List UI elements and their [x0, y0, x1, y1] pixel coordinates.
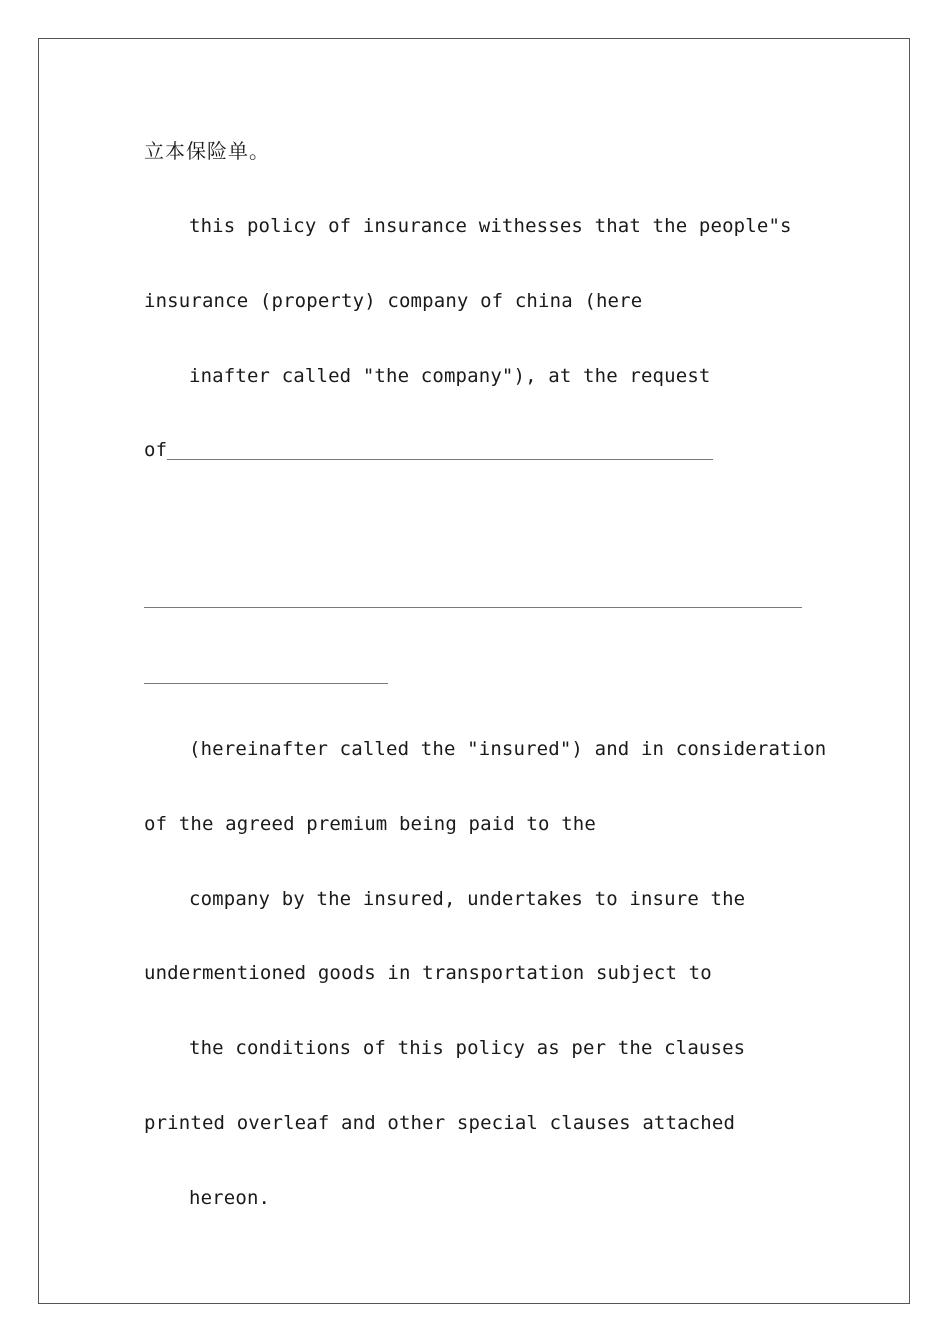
- policy-text-line-7: company by the insured, undertakes to insure the: [189, 888, 746, 910]
- policy-text-line-11: hereon.: [189, 1187, 271, 1209]
- insured-name-blank-line-1: [167, 459, 713, 460]
- policy-text-line-9: the conditions of this policy as per the clauses: [189, 1037, 746, 1059]
- policy-text-line-6: of the agreed premium being paid to the: [144, 813, 596, 835]
- policy-text-line-1: this policy of insurance withesses that the people"s: [189, 215, 792, 237]
- policy-text-line-8: undermentioned goods in transportation subject to: [144, 962, 712, 984]
- policy-text-line-4: of: [144, 439, 168, 461]
- policy-text-line-3: inafter called "the company"), at the request: [189, 365, 711, 387]
- policy-text-line-10: printed overleaf and other special clauses attached: [144, 1112, 736, 1134]
- policy-text-line-2: insurance (property) company of china (here: [144, 290, 643, 312]
- policy-text-line-5: (hereinafter called the "insured") and in consideration: [189, 738, 827, 760]
- insured-name-blank-line-2: [144, 607, 802, 608]
- heading-cjk: 立本保险单。: [144, 139, 270, 163]
- insured-name-blank-line-3: [144, 683, 388, 684]
